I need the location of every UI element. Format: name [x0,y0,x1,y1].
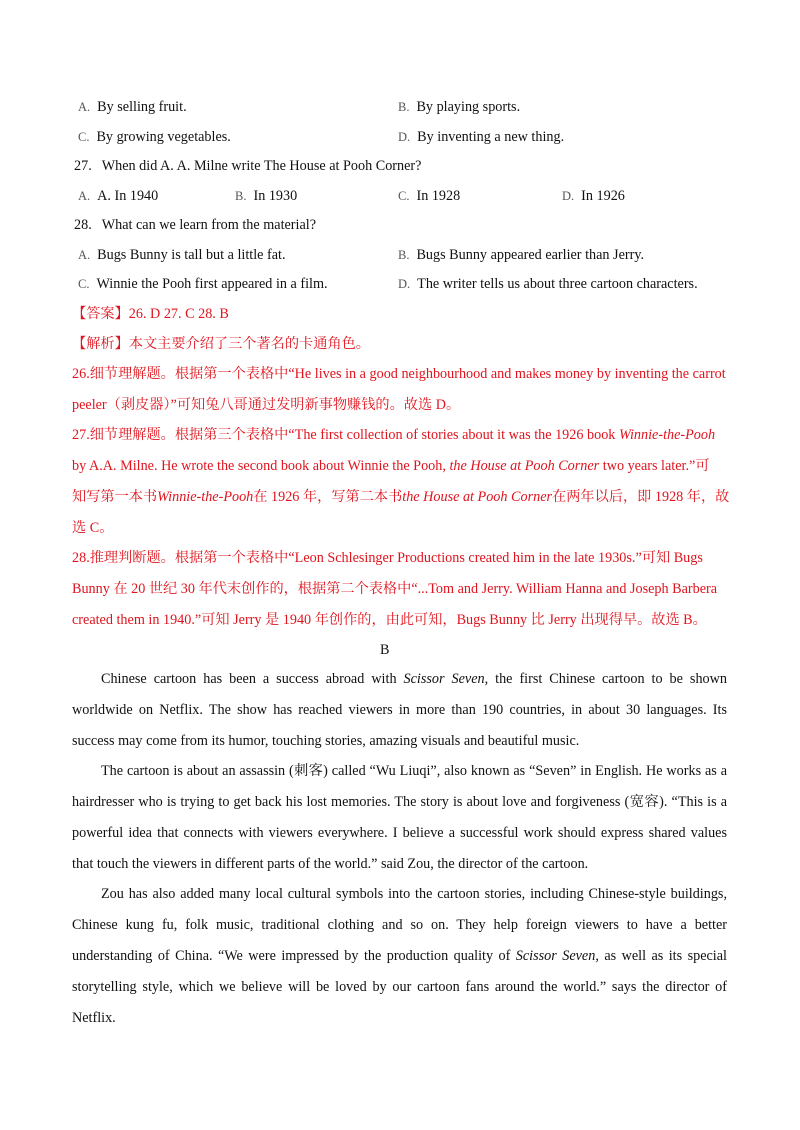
text-run: , as well as its special storytelling style, which we believe will be loved by our cartoon fans around the world.” says the director of Netflix. [72,948,727,1026]
option-26-d [398,127,564,147]
option-label: A. [78,100,91,114]
option-text: Bugs Bunny appeared earlier than Jerry. [416,247,645,263]
option-28-c [78,274,328,294]
analysis-line: 【解析】本文主要介绍了三个著名的卡通角色。 [72,336,370,352]
option-27-d [562,186,625,206]
option-text: In 1928 [416,188,461,204]
book-title: Winnie-the-Pooh [618,427,716,443]
option-label: D. [398,277,411,291]
option-label: C. [78,277,90,291]
text-run: Zou has also added many local cultural symbols into the cartoon stories, including Chinese-style buildings, Chinese kung fu, folk music, traditional clothing and so on. They help foreign viewers to have a better understanding of China. “We were impressed by the production quality of [72,886,727,964]
answer-line: 【答案】26. D 27. C 28. B [72,306,229,322]
option-28-b [398,245,644,265]
explanation-27-line-2 [72,456,710,476]
option-text: By growing vegetables. [96,129,231,145]
question-number: 27. [74,158,92,174]
passage-paragraph-3 [72,879,727,1034]
explanation-26-line-1: 26.细节理解题。根据第一个表格中“He lives in a good neighbourhood and makes money by inventing the carrot [72,366,726,382]
option-label: C. [78,130,90,144]
option-text: In 1930 [253,188,298,204]
question-27 [74,156,421,176]
section-title: B [380,642,390,658]
option-text: By playing sports. [416,99,521,115]
explanation-28-line-3: created them in 1940.”可知 Jerry 是 1940 年创作的，由此可知，Bugs Bunny 比 Jerry 出现得早。故选 B。 [72,612,707,628]
text-run: Chinese cartoon has been a success abroad with [101,671,404,687]
option-text: Bugs Bunny is tall but a little fat. [97,247,286,263]
question-stem: What can we learn from the material? [101,217,317,233]
option-text: A. In 1940 [97,188,159,204]
option-label: A. [78,248,91,262]
option-26-b [398,97,520,117]
text-run: two years later.”可 [599,458,710,474]
explanation-26-line-2: peeler（剥皮器）”可知兔八哥通过发明新事物赚钱的。故选 D。 [72,397,461,413]
text-run: 27.细节理解题。根据第三个表格中“The first collection of stories about it was the 1926 book [72,427,619,443]
option-28-d [398,274,698,294]
text-run: 知写第一本书 [72,489,158,505]
option-text: The writer tells us about three cartoon characters. [417,276,698,292]
text-run: 在 1926 年，写第二本书 [253,489,403,505]
explanation-27-line-4: 选 C。 [72,520,114,536]
show-title: Scissor Seven [403,671,485,687]
option-text: Winnie the Pooh first appeared in a film. [96,276,328,292]
text-run: by A.A. Milne. He wrote the second book about Winnie the Pooh, [72,458,450,474]
book-title: the House at Pooh Corner [449,458,600,474]
explanation-27-line-3 [72,487,729,507]
question-28 [74,215,316,235]
passage-paragraph-1 [72,664,727,757]
option-label: B. [235,189,247,203]
book-title: Winnie-the-Pooh [157,489,254,505]
option-label: D. [398,130,411,144]
option-26-c [78,127,231,147]
passage-paragraph-2: The cartoon is about an assassin (刺客) called “Wu Liuqi”, also known as “Seven” in English. He works as a hairdresser who is trying to get back his lost memories. The story is about love and forgiveness (宽容). “This is a powerful idea that connects with viewers everywhere. I believe a successful work should express shared values that touch the viewers in different parts of the world.” said Zou, the director of the cartoon. [72,763,727,872]
option-26-a [78,97,187,117]
explanation-28-line-2: Bunny 在 20 世纪 30 年代末创作的，根据第二个表格中“...Tom and Jerry. William Hanna and Joseph Barbera [72,581,718,597]
option-label: A. [78,189,91,203]
question-number: 28. [74,217,92,233]
option-label: B. [398,100,410,114]
question-stem: When did A. A. Milne write The House at Pooh Corner? [101,158,422,174]
option-27-a [78,186,158,206]
show-title: Scissor Seven [515,948,596,964]
option-28-a [78,245,286,265]
text-run: 在两年以后，即 1928 年，故 [552,489,730,505]
text-run: , the first Chinese cartoon to be shown worldwide on Netflix. The show has reached viewers in more than 190 countries, in about 30 languages. Its success may come from its humor, touching stories, amazing visuals and beautiful music. [72,671,727,749]
explanation-28-line-1: 28.推理判断题。根据第一个表格中“Leon Schlesinger Productions created him in the late 1930s.”可知 Bugs [72,550,703,566]
option-text: In 1926 [581,188,625,204]
book-title: the House at Pooh Corner [402,489,553,505]
option-label: D. [562,189,575,203]
option-label: C. [398,189,410,203]
explanation-27-line-1 [72,425,715,445]
option-27-b [235,186,297,206]
option-label: B. [398,248,410,262]
option-text: By selling fruit. [97,99,187,115]
option-27-c [398,186,460,206]
option-text: By inventing a new thing. [417,129,565,145]
